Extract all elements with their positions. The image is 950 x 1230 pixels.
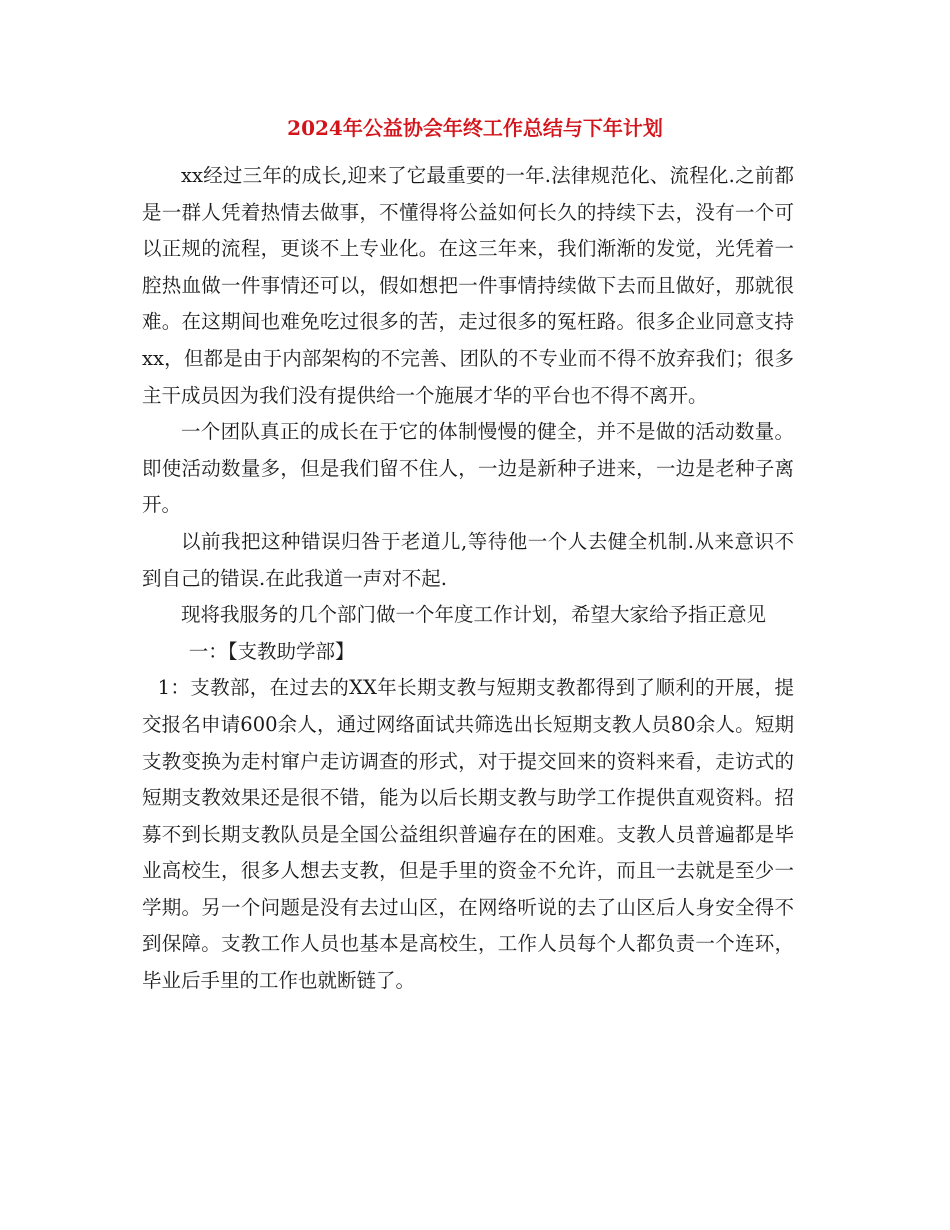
paragraph: 现将我服务的几个部门做一个年度工作计划，希望大家给予指正意见 [181, 603, 767, 627]
list-item: 1：支教部，在过去的XX年长期支教与短期支教都得到了顺利的开展，提交报名申请600余人，通过网络面试共筛选出长短期支教人员80余人。短期支教变换为走村窜户走访调查的形式，对于提交回来的资料来看，走访式的短期支教效果还是很不错，能为以后长期支教与助学工作提供直观资料。招募不到长期支教队员是全国公益组织普遍存在的困难。支教人员普遍都是毕业高校生，很多人想去支教，但是手里的资金不允许，而且一去就是至少一学期。另一个问题是没有去过山区，在网络听说的去了山区后人身安全得不到保障。支教工作人员也基本是高校生，工作人员每个人都负责一个连环，毕业后手里的工作也就断链了。 [142, 676, 794, 993]
document-title: 2024年公益协会年终工作总结与下年计划 [287, 116, 663, 140]
paragraph: 一个团队真正的成长在于它的体制慢慢的健全，并不是做的活动数量。即使活动数量多，但是我们留不住人，一边是新种子进来，一边是老种子离开。 [142, 420, 794, 517]
paragraph: xx经过三年的成长,迎来了它最重要的一年.法律规范化、流程化.之前都是一群人凭着热情去做事，不懂得将公益如何长久的持续下去，没有一个可以正规的流程，更谈不上专业化。在这三年来，我们渐渐的发觉，光凭着一腔热血做一件事情还可以，假如想把一件事情持续做下去而且做好，那就很难。在这期间也难免吃过很多的苦，走过很多的冤枉路。很多企业同意支持xx，但都是由于内部架构的不完善、团队的不专业而不得不放弃我们；很多主干成员因为我们没有提供给一个施展才华的平台也不得不离开。 [142, 164, 794, 407]
section-heading: 一：【支教助学部】 [188, 639, 355, 663]
document-body [142, 158, 794, 1000]
paragraph: 以前我把这种错误归咎于老道儿,等待他一个人去健全机制.从来意识不到自己的错误.在此我道一声对不起. [142, 529, 794, 590]
